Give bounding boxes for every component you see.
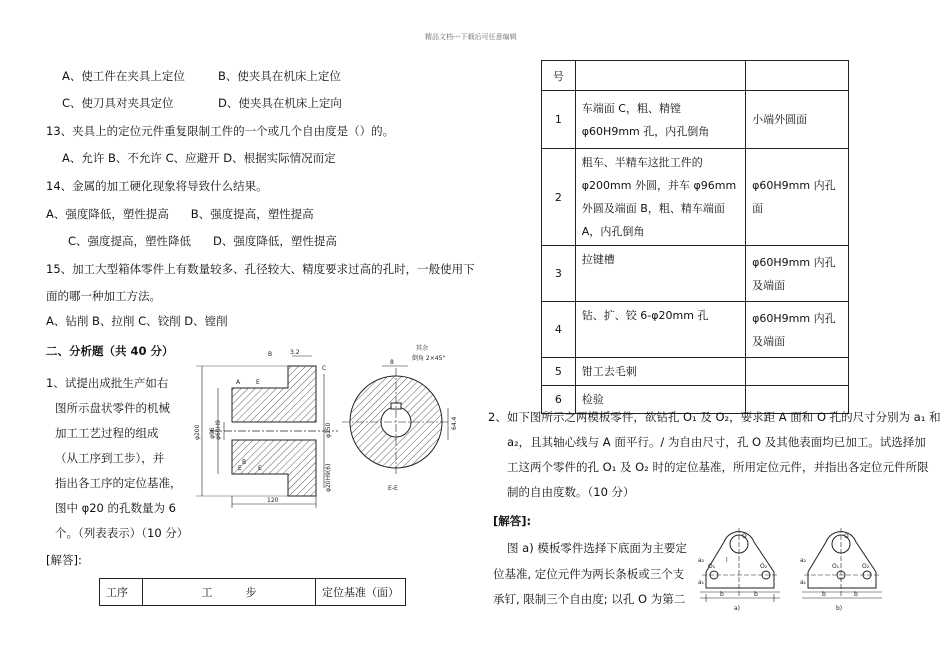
cell-basis: φ60H9mm 内孔及端面	[746, 302, 849, 358]
label-section-ee: E-E	[388, 485, 398, 492]
label-roughness: 3.2	[290, 349, 300, 356]
table-row	[542, 358, 849, 386]
label-b-o2: O₂	[862, 563, 870, 570]
cell-steps	[575, 61, 745, 91]
answer-label-2: [解答]:	[493, 514, 532, 528]
cell-no: 5	[542, 358, 576, 386]
cell-no: 1	[542, 91, 576, 149]
q2-line-3: 工这两个零件的孔 O₁ 及 O₂ 时的定位基准，所用定位元件，并指出各定位元件所限	[507, 460, 929, 474]
q15-options: A、钻削 B、拉削 C、铰削 D、镗削	[46, 314, 228, 328]
q12-option-b: B、使夹具在机床上定位	[218, 69, 341, 83]
label-120: 120	[267, 497, 279, 504]
label-c: C	[322, 365, 327, 372]
template-parts-drawing	[696, 516, 906, 616]
q14-options-1: A、强度降低，塑性提高 B、强度提高，塑性提高	[46, 207, 314, 221]
label-a-b2: b	[754, 591, 758, 598]
label-b-b1: b	[822, 591, 826, 598]
label-chamfer: 倒角 2×45°	[412, 355, 446, 362]
end-view	[342, 366, 450, 476]
page-header: 精品文档---下载后可任意编辑	[425, 33, 517, 41]
label-b-caption: b)	[836, 605, 843, 612]
label-e-bottom: E	[258, 465, 262, 472]
table-row	[542, 61, 849, 91]
label-b-a1: a₁	[800, 579, 807, 586]
answer-line-1: 图 a) 模板零件选择下底面为主要定	[507, 541, 687, 555]
cell-no: 4	[542, 302, 576, 358]
q2-line-1: 2、如下图所示之两模板零件，欲钻孔 O₁ 及 O₂，要求距 A 面和 O 孔的尺寸分别为 a₁ 和	[488, 410, 941, 424]
cell-basis	[746, 61, 849, 91]
label-b-b2: b	[854, 591, 858, 598]
cell-basis: 小端外圆面	[746, 91, 849, 149]
header-cell-basis: 定位基准（面）	[316, 579, 406, 606]
label-phi200: φ200	[194, 424, 201, 440]
q12-option-d: D、使夹具在机床上定向	[218, 96, 342, 110]
analysis-q1-line-3: 加工工艺过程的组成	[55, 426, 159, 440]
label-a-l: l	[726, 557, 728, 564]
q14-options-2: C、强度提高，塑性降低 D、强度降低，塑性提高	[68, 234, 337, 248]
analysis-q1-line-1: 1、试提出成批生产如右	[46, 376, 169, 390]
label-e-top: E	[256, 379, 260, 386]
label-phi60: φ60H9	[215, 420, 222, 440]
label-rest: 其余	[416, 345, 429, 352]
process-table-header	[99, 578, 406, 606]
label-a: A	[236, 379, 241, 386]
header-cell-process: 工序	[100, 579, 143, 606]
label-a-o: O	[742, 533, 747, 540]
label-64: 64.4	[451, 416, 458, 430]
label-b-o1: O₁	[832, 563, 840, 570]
label-8: 8	[390, 359, 394, 366]
cell-steps: 钳工去毛刺	[575, 358, 745, 386]
q2-line-4: 制的自由度数。（10 分）	[507, 485, 635, 499]
q14-text: 14、金属的加工硬化现象将导致什么结果。	[46, 179, 268, 193]
q15-text-1: 15、加工大型箱体零件上有数量较多、孔径较大、精度要求过高的孔时，一般使用下	[46, 262, 475, 276]
table-row	[542, 149, 849, 246]
disc-part-drawing	[172, 344, 472, 514]
answer-line-3: 承钉, 限制三个自由度; 以孔 O 为第二	[493, 592, 686, 606]
q12-option-a: A、使工件在夹具上定位	[62, 69, 185, 83]
q12-option-c: C、使刀具对夹具定位	[62, 96, 174, 110]
analysis-q1-line-4: （从工序到工步），并	[55, 451, 165, 465]
cell-steps: 粗车、半精车这批工件的 φ200mm 外圆，并车 φ96mm 外圆及端面 B，粗、精车端面 A，内孔倒角	[575, 149, 745, 246]
cell-no: 6	[542, 386, 576, 414]
analysis-q1-line-7: 个。（列表表示）（10 分）	[55, 526, 189, 540]
label-phi20: φ20H9(6)	[325, 463, 332, 492]
label-a-a2: a₂	[698, 557, 705, 564]
label-a-a1: a₁	[698, 579, 705, 586]
q13-text: 13、夹具上的定位元件重复限制工件的一个或几个自由度是（）的。	[46, 124, 395, 138]
analysis-q1-line-2: 图所示盘状零件的机械	[55, 401, 170, 415]
label-e-left: E	[238, 465, 242, 472]
cell-steps: 检验	[575, 386, 745, 414]
label-a-o2: O₂	[760, 563, 768, 570]
cell-basis: φ60H9mm 内孔及端面	[746, 246, 849, 302]
label-a-b1: b	[720, 591, 724, 598]
header-cell-steps: 工 步	[143, 579, 316, 606]
label-phi150: φ150	[325, 422, 332, 438]
label-phi96: φ96	[209, 427, 216, 439]
label-a-caption: a)	[734, 605, 741, 612]
section-heading: 二、分析题（共 40 分）	[46, 344, 174, 358]
table-row	[542, 302, 849, 358]
table-row	[542, 91, 849, 149]
label-b-a2: a₂	[800, 557, 807, 564]
label-b-o: O	[844, 533, 849, 540]
cell-no: 号	[542, 61, 576, 91]
answer-line-2: 位基准, 定位元件为两长条板或三个支	[493, 567, 685, 581]
cell-no: 3	[542, 246, 576, 302]
cell-steps: 车端面 C，粗、精镗 φ60H9mm 孔，内孔倒角	[575, 91, 745, 149]
analysis-q1-line-5: 指出各工序的定位基准，	[55, 476, 182, 490]
q15-text-2: 面的哪一种加工方法。	[46, 289, 161, 303]
cell-no: 2	[542, 149, 576, 246]
q2-line-2: a₂，且其轴心线与 A 面平行。/ 为自由尺寸，孔 O 及其他表面均已加工。试选择加	[507, 435, 926, 449]
process-table	[541, 60, 849, 414]
analysis-q1-line-6: 图中 φ20 的孔数量为 6	[55, 501, 177, 515]
table-row	[542, 246, 849, 302]
cell-basis: φ60H9mm 内孔面	[746, 149, 849, 246]
label-a-o1: O₁	[708, 563, 716, 570]
part-b	[802, 528, 882, 598]
cell-steps: 拉键槽	[575, 246, 745, 302]
label-b-top: B	[268, 351, 273, 358]
label-b-bottom: B	[242, 459, 247, 466]
q13-options: A、允许 B、不允许 C、应避开 D、根据实际情况而定	[62, 151, 336, 165]
cell-steps: 钻、扩、铰 6-φ20mm 孔	[575, 302, 745, 358]
answer-label-1: [解答]:	[46, 553, 82, 567]
cell-basis	[746, 358, 849, 386]
